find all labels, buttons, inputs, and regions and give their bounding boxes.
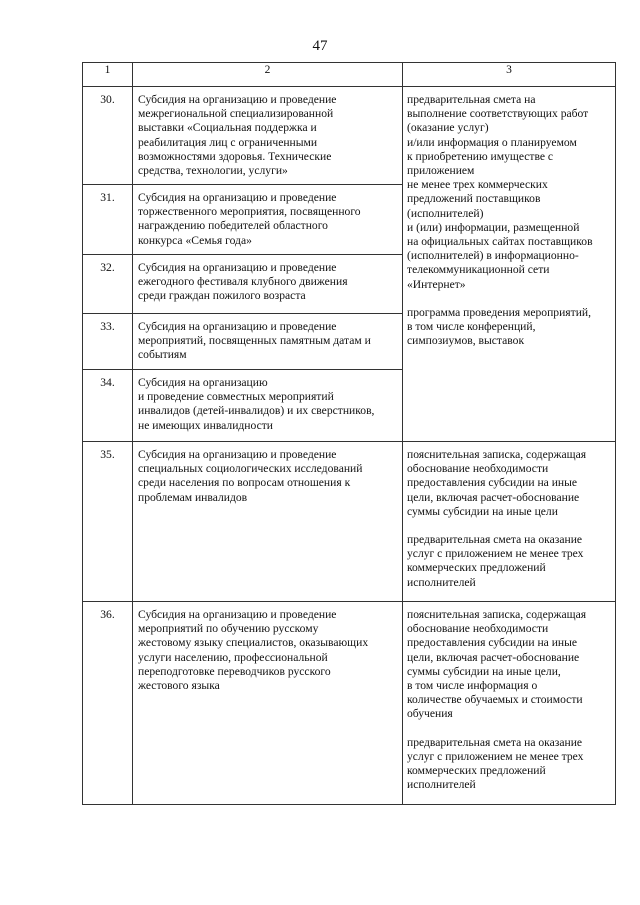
text-line: услуги населению, профессиональной (138, 650, 328, 664)
row-description (133, 255, 403, 314)
text-line: услуг с приложением не менее трех (407, 749, 584, 763)
row-description (133, 370, 403, 442)
text-line: средства, технологии, услуги» (138, 164, 288, 178)
column-header-1: 1 (83, 63, 133, 87)
text-line: в том числе информация о (407, 679, 538, 693)
column-header-3: 3 (403, 63, 616, 87)
text-line: Субсидия на организацию (138, 376, 268, 389)
text-line: коммерческих предложений (407, 764, 546, 778)
page-number: 47 (312, 38, 328, 54)
text-line: в том числе конференций, (407, 320, 536, 334)
table-header-row (83, 63, 616, 87)
text-line: на официальных сайтах поставщиков (407, 235, 593, 249)
text-line: цели, включая расчет-обоснование (407, 490, 580, 504)
text-line: (оказание услуг) (407, 121, 489, 135)
text-line: и проведение совместных мероприятий (138, 390, 334, 404)
text-line: пояснительная записка, содержащая (407, 608, 587, 621)
subsidy-table (82, 62, 616, 805)
text-line: (исполнителей) (407, 206, 484, 220)
row-number: 30. (83, 87, 133, 185)
text-line: обучения (407, 707, 453, 721)
row-number: 31. (83, 185, 133, 255)
text-line: и (или) информации, размещенной (407, 220, 580, 234)
text-line: предварительная смета на оказание (407, 735, 583, 749)
row-requirements (403, 602, 616, 805)
text-line: «Интернет» (407, 277, 466, 291)
row-description (133, 87, 403, 185)
row-number: 35. (83, 442, 133, 602)
text-line: Субсидия на организацию и проведение (138, 191, 337, 204)
text-line: среди населения по вопросам отношения к (138, 476, 351, 490)
text-line: симпозиумов, выставок (407, 334, 525, 348)
requirements-block (407, 736, 612, 793)
text-line: предоставления субсидии на иные (407, 476, 578, 490)
text-line: Субсидия на организацию и проведение (138, 608, 337, 621)
row-number: 36. (83, 602, 133, 805)
text-line: предоставления субсидии на иные (407, 636, 578, 650)
text-line: Субсидия на организацию и проведение (138, 448, 337, 461)
text-line: ежегодного фестиваля клубного движения (138, 275, 348, 289)
text-line: пояснительная записка, содержащая (407, 448, 587, 461)
text-line: жестового языка (138, 679, 220, 693)
text-line: межрегиональной специализированной (138, 107, 334, 121)
column-header-2: 2 (133, 63, 403, 87)
text-line: предложений поставщиков (407, 192, 541, 206)
text-line: награждению победителей областного (138, 219, 328, 233)
text-line: переподготовке переводчиков русского (138, 664, 331, 678)
text-line: обоснование необходимости (407, 622, 549, 636)
table-row (83, 87, 616, 185)
text-line: телекоммуникационной сети (407, 263, 550, 277)
row-description (133, 442, 403, 602)
text-line: услуг с приложением не менее трех (407, 547, 584, 561)
row-description (133, 314, 403, 370)
text-line: предварительная смета на (407, 93, 536, 106)
text-line: реабилитация лиц с ограниченными (138, 135, 318, 149)
text-line: предварительная смета на оказание (407, 533, 583, 547)
text-line: и/или информация о планируемом (407, 135, 577, 149)
text-line: (исполнителей) в информационно- (407, 249, 579, 263)
text-line: Субсидия на организацию и проведение (138, 261, 337, 274)
text-line: торжественного мероприятия, посвященного (138, 205, 361, 219)
row-requirements (403, 442, 616, 602)
row-number: 34. (83, 370, 133, 442)
row-number: 32. (83, 255, 133, 314)
table-row (83, 602, 616, 805)
table-row (83, 442, 616, 602)
text-line: проблемам инвалидов (138, 490, 248, 504)
text-line: мероприятий, посвященных памятным датам и (138, 334, 371, 348)
text-line: программа проведения мероприятий, (407, 305, 592, 319)
text-line: событиям (138, 348, 187, 362)
requirements-block (407, 608, 612, 722)
text-line: мероприятий по обучению русскому (138, 622, 319, 636)
text-line: количестве обучаемых и стоимости (407, 693, 583, 707)
text-line: жестовому языку специалистов, оказывающих (138, 636, 369, 650)
text-line: возможностями здоровья. Технические (138, 149, 332, 163)
text-line: Субсидия на организацию и проведение (138, 93, 337, 106)
text-line: выставки «Социальная поддержка и (138, 121, 317, 135)
text-line: суммы субсидии на иные цели, (407, 664, 561, 678)
requirements-block (407, 533, 612, 590)
requirements-block (407, 93, 612, 292)
text-line: цели, включая расчет-обоснование (407, 650, 580, 664)
text-line: среди граждан пожилого возраста (138, 289, 306, 303)
row-number: 33. (83, 314, 133, 370)
text-line: не имеющих инвалидности (138, 418, 273, 432)
text-line: не менее трех коммерческих (407, 178, 548, 192)
text-line: исполнителей (407, 778, 476, 792)
text-line: специальных социологических исследований (138, 462, 363, 476)
text-line: к приобретению имуществе с (407, 149, 554, 163)
text-line: выполнение соответствующих работ (407, 107, 589, 121)
text-line: обоснование необходимости (407, 462, 549, 476)
text-line: конкурса «Семья года» (138, 233, 252, 247)
row-description (133, 602, 403, 805)
requirements-block (407, 306, 612, 349)
row-description (133, 185, 403, 255)
requirements-block (407, 448, 612, 519)
row-requirements (403, 87, 616, 442)
text-line: инвалидов (детей-инвалидов) и их сверстников, (138, 404, 375, 418)
text-line: коммерческих предложений (407, 561, 546, 575)
text-line: суммы субсидии на иные цели (407, 504, 558, 518)
text-line: Субсидия на организацию и проведение (138, 320, 337, 333)
text-line: исполнителей (407, 575, 476, 589)
text-line: приложением (407, 164, 475, 178)
